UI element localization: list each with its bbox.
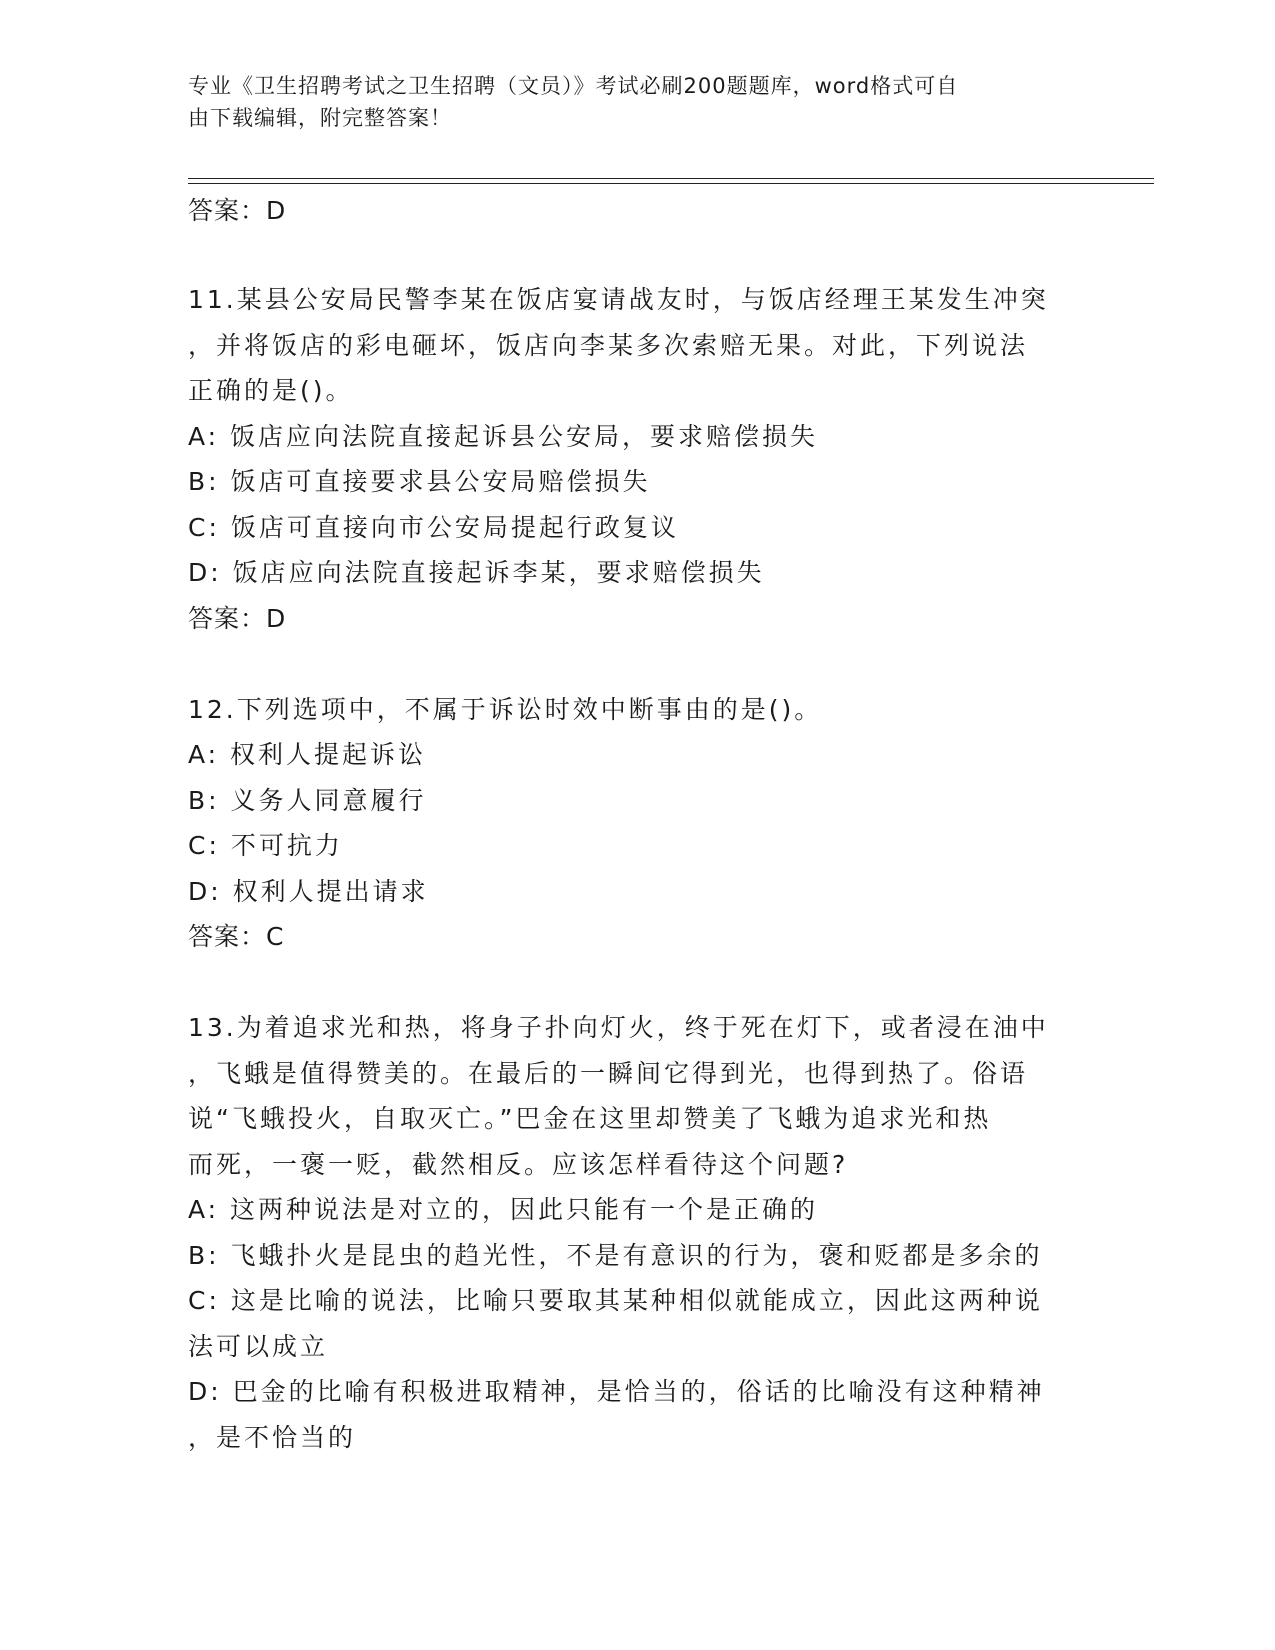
header-rule-top [188, 178, 1154, 179]
question-11-option-d: D: 饭店应向法院直接起诉李某，要求赔偿损失 [188, 558, 765, 587]
question-11-option-b: B: 饭店可直接要求县公安局赔偿损失 [188, 467, 651, 496]
question-13-option-b: B: 飞蛾扑火是昆虫的趋光性，不是有意识的行为，褒和贬都是多余的 [188, 1240, 1043, 1270]
question-13-option-d: D: 巴金的比喻有积极进取精神，是恰当的，俗话的比喻没有这种精神 [188, 1377, 1045, 1406]
question-13-stem-line: 13.为着追求光和热，将身子扑向灯火，终于死在灯下，或者浸在油中 [188, 1013, 1049, 1042]
header-line-1: 专业《卫生招聘考试之卫生招聘（文员）》考试必刷200题题库，word格式可自 [188, 74, 959, 98]
header-line-2: 由下载编辑，附完整答案！ [188, 106, 452, 130]
question-13-option-c-cont: 法可以成立 [188, 1331, 329, 1361]
question-12-option-d: D: 权利人提出请求 [188, 876, 429, 906]
question-12-option-b: B: 义务人同意履行 [188, 785, 427, 815]
document-body [188, 188, 1088, 1460]
question-11-stem-line: 11.某县公安局民警李某在饭店宴请战友时，与饭店经理王某发生冲突 [188, 285, 1049, 314]
question-13-stem-line: 说“飞蛾投火，自取灭亡。”巴金在这里却赞美了飞蛾为追求光和热 [188, 1104, 992, 1133]
question-11-stem-line: 正确的是()。 [188, 376, 354, 405]
question-12-answer: 答案：C [188, 922, 285, 951]
document-header [188, 70, 1068, 134]
question-13-option-d-cont: ，是不恰当的 [188, 1422, 357, 1452]
question-12 [188, 687, 1088, 960]
question-13 [188, 1005, 1088, 1460]
question-12-stem: 12.下列选项中，不属于诉讼时效中断事由的是()。 [188, 694, 823, 724]
question-12-option-a: A: 权利人提起诉讼 [188, 740, 427, 769]
header-rule-bottom [188, 183, 1154, 184]
question-12-option-c: C: 不可抗力 [188, 831, 343, 860]
question-11-stem-line: ，并将饭店的彩电砸坏，饭店向李某多次索赔无果。对此，下列说法 [188, 330, 1029, 360]
question-11-answer: 答案：D [188, 603, 287, 633]
question-13-stem-line: ，飞蛾是值得赞美的。在最后的一瞬间它得到光，也得到热了。俗语 [188, 1058, 1029, 1088]
previous-answer: 答案：D [188, 196, 287, 225]
question-13-option-c: C: 这是比喻的说法，比喻只要取其某种相似就能成立，因此这两种说 [188, 1286, 1043, 1315]
question-13-option-a: A: 这两种说法是对立的，因此只能有一个是正确的 [188, 1195, 819, 1224]
question-11-option-a: A: 饭店应向法院直接起诉县公安局，要求赔偿损失 [188, 421, 819, 451]
question-11-option-c: C: 饭店可直接向市公安局提起行政复议 [188, 512, 679, 542]
question-11 [188, 277, 1088, 641]
question-13-stem-line: 而死，一褒一贬，截然相反。应该怎样看待这个问题? [188, 1149, 849, 1179]
